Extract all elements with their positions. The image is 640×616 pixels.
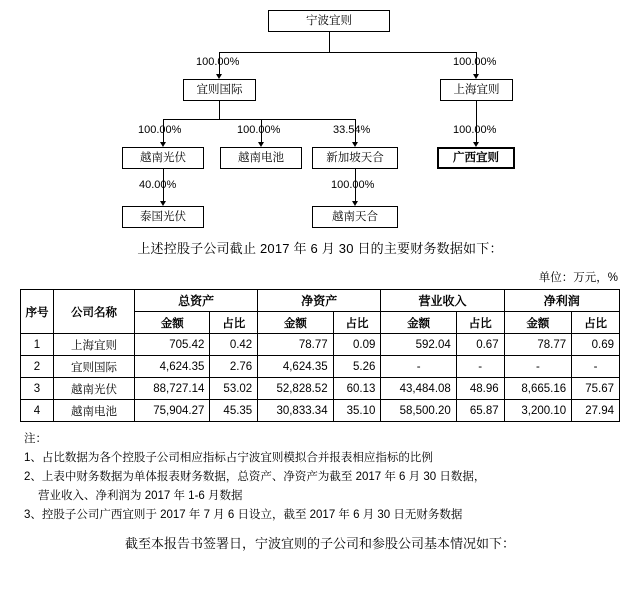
org-chart [0, 0, 640, 232]
row-index: 4 [21, 400, 54, 422]
percent-label: 40.00% [139, 179, 177, 191]
cell-value: 0.09 [333, 334, 381, 356]
cell-value: 592.04 [381, 334, 456, 356]
cell-value: 4,624.35 [135, 356, 210, 378]
row-company: 越南电池 [54, 400, 135, 422]
cell-value: 58,500.20 [381, 400, 456, 422]
node-yize-intl: 宜则国际 [183, 79, 256, 101]
percent-label: 100.00% [237, 124, 281, 136]
cell-value: 0.42 [210, 334, 258, 356]
row-company: 宜则国际 [54, 356, 135, 378]
row-index: 2 [21, 356, 54, 378]
cell-value: - [572, 356, 620, 378]
table-row [21, 334, 620, 356]
node-ningbo: 宁波宜则 [268, 10, 390, 32]
unit-label: 单位：万元，% [538, 272, 618, 284]
connector [219, 101, 220, 119]
subheader-share: 占比 [333, 312, 381, 334]
cell-value: 45.35 [210, 400, 258, 422]
node-vietnam-pv: 越南光伏 [122, 147, 204, 169]
cell-value: 30,833.34 [258, 400, 333, 422]
header-group-revenue: 营业收入 [381, 290, 504, 312]
table-row [21, 400, 620, 422]
header-company: 公司名称 [54, 290, 135, 334]
header-group-total-assets: 总资产 [135, 290, 258, 312]
cell-value: 65.87 [456, 400, 504, 422]
cell-value: 0.69 [572, 334, 620, 356]
connector [329, 32, 330, 52]
row-company: 越南光伏 [54, 378, 135, 400]
node-guangxi: 广西宜则 [437, 147, 515, 169]
footer-text: 截至本报告书签署日，宁波宜则的子公司和参股公司基本情况如下： [124, 536, 515, 551]
subheader-amount: 金额 [504, 312, 572, 334]
note-item: 3、控股子公司广西宜则于 2017 年 7 月 6 日设立，截至 2017 年 6 月 30 日无财务数据 [24, 509, 463, 521]
note-item-continued: 营业收入、净利润为 2017 年 1-6 月数据 [38, 490, 243, 502]
header-group-net-assets: 净资产 [258, 290, 381, 312]
percent-label: 100.00% [453, 124, 497, 136]
percent-label: 100.00% [138, 124, 182, 136]
cell-value: 3,200.10 [504, 400, 572, 422]
percent-label: 33.54% [333, 124, 371, 136]
note-item: 2、上表中财务数据为单体报表财务数据，总资产、净资产为截至 2017 年 6 月 30 日数据， [24, 471, 486, 483]
table-caption: 上述控股子公司截止 2017 年 6 月 30 日的主要财务数据如下： [137, 241, 503, 256]
cell-value: 705.42 [135, 334, 210, 356]
cell-value: - [504, 356, 572, 378]
cell-value: 0.67 [456, 334, 504, 356]
cell-value: 8,665.16 [504, 378, 572, 400]
note-item: 1、占比数据为各个控股子公司相应指标占宁波宜则模拟合并报表相应指标的比例 [24, 452, 433, 464]
cell-value: 78.77 [504, 334, 572, 356]
row-company: 上海宜则 [54, 334, 135, 356]
subheader-amount: 金额 [381, 312, 456, 334]
cell-value: 43,484.08 [381, 378, 456, 400]
cell-value: 2.76 [210, 356, 258, 378]
notes-title: 注： [24, 433, 47, 445]
cell-value: 27.94 [572, 400, 620, 422]
cell-value: 48.96 [456, 378, 504, 400]
cell-value: 35.10 [333, 400, 381, 422]
percent-label: 100.00% [453, 56, 497, 68]
cell-value: - [381, 356, 456, 378]
cell-value: 75,904.27 [135, 400, 210, 422]
node-vietnam-cell: 越南电池 [220, 147, 302, 169]
percent-label: 100.00% [331, 179, 375, 191]
node-thailand-pv: 泰国光伏 [122, 206, 204, 228]
subheader-share: 占比 [210, 312, 258, 334]
table-row [21, 378, 620, 400]
subheader-share: 占比 [456, 312, 504, 334]
notes-block [24, 430, 640, 525]
header-index: 序号 [21, 290, 54, 334]
subheader-amount: 金额 [258, 312, 333, 334]
cell-value: 88,727.14 [135, 378, 210, 400]
cell-value: 78.77 [258, 334, 333, 356]
node-singapore-trina: 新加坡天合 [312, 147, 398, 169]
node-shanghai: 上海宜则 [440, 79, 513, 101]
cell-value: 4,624.35 [258, 356, 333, 378]
cell-value: 60.13 [333, 378, 381, 400]
cell-value: 5.26 [333, 356, 381, 378]
node-vietnam-trina: 越南天合 [312, 206, 398, 228]
table-row [21, 356, 620, 378]
financial-table [20, 289, 620, 422]
cell-value: - [456, 356, 504, 378]
cell-value: 75.67 [572, 378, 620, 400]
subheader-share: 占比 [572, 312, 620, 334]
row-index: 1 [21, 334, 54, 356]
connector [219, 52, 476, 53]
connector [163, 119, 355, 120]
table-header-row [21, 290, 620, 312]
cell-value: 52,828.52 [258, 378, 333, 400]
percent-label: 100.00% [196, 56, 240, 68]
row-index: 3 [21, 378, 54, 400]
subheader-amount: 金额 [135, 312, 210, 334]
cell-value: 53.02 [210, 378, 258, 400]
header-group-net-profit: 净利润 [504, 290, 619, 312]
